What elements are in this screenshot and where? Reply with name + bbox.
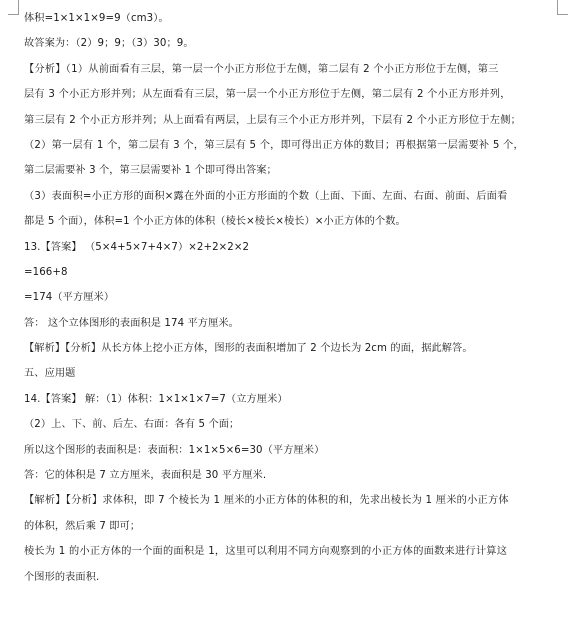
text-line-analysis-6: （3）表面积=小正方形的面积×露在外面的小正方形面的个数（上面、下面、左面、右面、前面、后面看	[24, 190, 508, 202]
text-line-q14-explanation-1: 【解析】【分析】求体积，即 7 个棱长为 1 厘米的小正方体的体积的和，先求出棱长为 1 厘米的小正方体	[24, 495, 509, 507]
text-line-analysis-5: 第二层需要补 3 个，第三层需要补 1 个即可得出答案；	[24, 165, 277, 177]
text-line-analysis-1: 【分析】（1）从前面看有三层，第一层一个小正方形位于左侧，第二层有 2 个小正方形位于左侧，第三	[24, 63, 499, 75]
text-line-answer-summary: 故答案为：（2）9；9；（3）30；9。	[24, 38, 194, 50]
page-corner-mark-left	[8, 0, 19, 15]
text-line-q14-conclusion: 答：它的体积是 7 立方厘米，表面积是 30 平方厘米.	[24, 470, 267, 482]
text-line-q13-answer: 13.【答案】 （5×4+5×7+4×7）×2+2×2×2	[24, 241, 250, 253]
section-heading-application: 五、应用题	[24, 368, 76, 380]
text-line-volume-result: 体积=1×1×1×9=9（cm3）。	[24, 13, 169, 24]
text-line-q14-explanation-3: 棱长为 1 的小正方体的一个面的面积是 1，这里可以利用不同方向观察到的小正方体的面数来进行计算这	[24, 546, 508, 558]
text-line-q14-answer: 14.【答案】 解：（1）体积：1×1×1×7=7（立方厘米）	[24, 393, 288, 405]
text-line-q14-surface-area: 所以这个图形的表面积是：表面积：1×1×5×6=30（平方厘米）	[24, 444, 325, 456]
text-line-analysis-4: （2）第一层有 1 个，第二层有 3 个，第三层有 5 个，即可得出正方体的数目；再根据第一层需要补 5 个，	[24, 139, 524, 151]
text-line-q14-part-2: （2）上、下、前、后左、右面：各有 5 个面；	[24, 419, 240, 431]
text-line-q14-explanation-4: 个图形的表面积.	[24, 571, 100, 583]
text-line-analysis-7: 都是 5 个面），体积=1 个小正方体的体积（棱长×棱长×棱长）×小正方体的个数。	[24, 216, 406, 228]
text-line-analysis-3: 第三层有 2 个小正方形并列；从上面看有两层，上层有三个小正方形并列，下层有 2 个小正方形位于左侧；	[24, 114, 522, 126]
text-line-analysis-2: 层有 3 个小正方形并列；从左面看有三层，第一层一个小正方形位于左侧，第二层有 2 个小正方形并列，	[24, 89, 511, 101]
text-line-q13-conclusion: 答： 这个立体图形的表面积是 174 平方厘米。	[24, 317, 239, 329]
text-line-q13-step-1: =166+8	[24, 266, 68, 278]
text-line-q13-step-2: =174（平方厘米）	[24, 292, 115, 304]
text-line-q13-explanation: 【解析】【分析】从长方体上挖小正方体，图形的表面积增加了 2 个边长为 2cm 的面，据此解答。	[24, 343, 473, 355]
document-body	[24, 6, 564, 590]
text-line-q14-explanation-2: 的体积，然后乘 7 即可；	[24, 520, 141, 532]
